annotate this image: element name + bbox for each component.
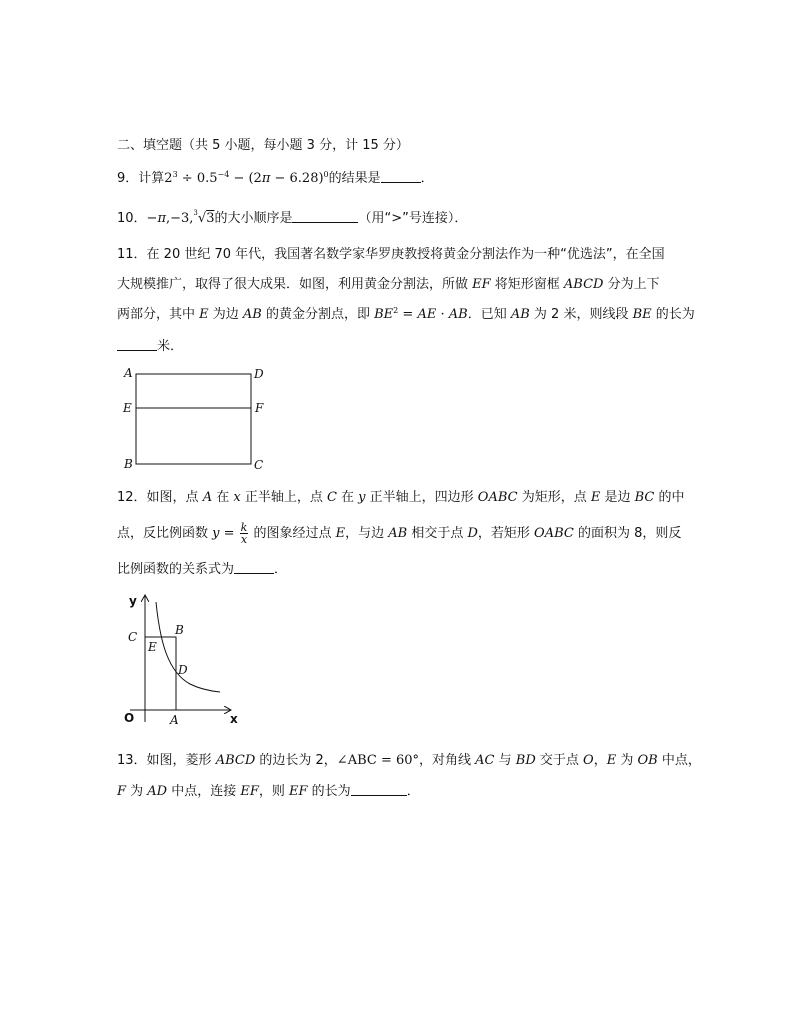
- q12-answer-blank[interactable]: [234, 561, 274, 574]
- q13-l1c: ，对角线: [419, 753, 476, 768]
- q11-line3c: 的黄金分割点，即: [261, 307, 375, 322]
- q12-number: 12．: [117, 490, 147, 505]
- q13-f: F: [117, 784, 127, 799]
- label-a: A: [170, 713, 179, 727]
- q11-line1: 在 20 世纪 70 年代，我国著名数学家华罗庚教授将黄金分割法作为一种“优选法”，在全国: [146, 247, 665, 262]
- label-d: D: [254, 367, 264, 381]
- question-11-line-4: [117, 338, 183, 356]
- label-b: B: [124, 457, 133, 471]
- q13-l1h: 中点，: [657, 753, 701, 768]
- q12-l3-end: ．: [274, 562, 288, 577]
- q12-l1b: 在: [212, 490, 234, 505]
- q12-c: C: [326, 490, 337, 505]
- q13-l1g: 为: [616, 753, 638, 768]
- q12-e: E: [590, 490, 601, 505]
- q13-l2d: 的长为: [307, 784, 351, 799]
- q9-suffix: 的结果是: [328, 171, 381, 186]
- label-f: F: [255, 401, 264, 415]
- q9-expr-a: 2: [164, 171, 173, 186]
- q13-l2b: 中点，连接: [167, 784, 241, 799]
- q12-frac-num: k: [240, 521, 248, 534]
- q13-l1d: 与: [494, 753, 516, 768]
- q11-e: E: [199, 307, 209, 322]
- q11-line2c: 分为上下: [603, 277, 660, 292]
- q9-expr-b: ÷ 0.5: [177, 171, 218, 186]
- q12-frac-den: x: [240, 533, 248, 546]
- question-11-line-1: [117, 246, 665, 264]
- label-c: C: [254, 458, 264, 472]
- q11-ab3: AB: [510, 307, 530, 322]
- q9-end: ．: [420, 171, 434, 186]
- q11-number: 11．: [117, 247, 147, 262]
- q12-l1e: 正半轴上，四边形: [365, 490, 478, 505]
- q11-dot: ·: [436, 307, 449, 322]
- q11-be: BE: [374, 307, 394, 322]
- q13-abcd: ABCD: [215, 753, 256, 768]
- q12-ab: AB: [388, 526, 408, 541]
- q13-l2c: ，则: [258, 784, 290, 799]
- q12-fn-y: y: [212, 526, 220, 541]
- q13-number: 13．: [117, 753, 147, 768]
- q11-line3a: 两部分，其中: [117, 307, 200, 322]
- q12-l2c: ，与边: [345, 526, 389, 541]
- q9-number: 9．: [117, 171, 139, 186]
- q13-ef: EF: [240, 784, 259, 799]
- q12-l2b: 的图象经过点: [249, 526, 336, 541]
- q12-a: A: [202, 490, 213, 505]
- q11-abcd: ABCD: [563, 277, 604, 292]
- q12-l1d: 在: [336, 490, 359, 505]
- q13-ob: OB: [637, 753, 658, 768]
- label-b: B: [175, 623, 184, 637]
- q12-l2d: 相交于点: [407, 526, 468, 541]
- q13-answer-blank[interactable]: [351, 783, 407, 796]
- section-title: 二、填空题（共 5 小题，每小题 3 分，计 15 分）: [117, 138, 409, 153]
- question-12-line-1: [117, 489, 685, 507]
- question-10: [117, 210, 467, 228]
- q10-answer-blank[interactable]: [292, 210, 358, 223]
- label-x-axis: x: [230, 712, 238, 726]
- q11-eq: =: [398, 307, 418, 322]
- question-11-line-3: [117, 306, 695, 324]
- q10-text: 的大小顺序是: [214, 211, 293, 226]
- question-12-line-3: [117, 561, 287, 579]
- q9-pi: π: [261, 171, 271, 186]
- q9-expr-b-exp: −4: [217, 170, 230, 179]
- q11-ae: AE: [417, 307, 437, 322]
- q10-note: （用“>”号连接）．: [358, 211, 468, 226]
- q10-cube-index: 3: [193, 209, 198, 217]
- q10-neg-pi: −π: [146, 211, 166, 226]
- q11-be2: BE: [632, 307, 652, 322]
- q11-rectangle-figure: [118, 364, 278, 474]
- q11-line3e: 为 2 米，则线段: [529, 307, 633, 322]
- q9-prefix: 计算: [138, 171, 165, 186]
- q9-expr-d: − 6.28): [270, 171, 324, 186]
- q9-answer-blank[interactable]: [381, 170, 421, 183]
- q11-ab2: AB: [448, 307, 468, 322]
- q11-ab: AB: [242, 307, 262, 322]
- q13-o: O: [583, 753, 594, 768]
- question-13-line-1: [117, 752, 701, 770]
- q11-be-square: 2: [393, 306, 399, 315]
- q12-oabc2: OABC: [534, 526, 574, 541]
- q11-answer-blank[interactable]: [117, 338, 157, 351]
- question-9: [117, 170, 434, 188]
- q12-fn-eq: =: [219, 526, 239, 541]
- q12-l1g: 是边: [600, 490, 635, 505]
- q11-line2a: 大规模推广，取得了很大成果．如图，利用黄金分割法，所做: [117, 277, 473, 292]
- q12-l2a: 点，反比例函数: [117, 526, 213, 541]
- q12-oabc: OABC: [477, 490, 518, 505]
- label-d: D: [178, 663, 188, 677]
- q10-radicand: 3: [206, 211, 215, 226]
- q13-l1f: ，: [593, 753, 607, 768]
- rect-abcd: [136, 374, 251, 464]
- q12-fraction-k-over-x: [240, 522, 249, 545]
- question-12-line-2: [117, 522, 681, 545]
- q12-l1f: 为矩形，点: [517, 490, 591, 505]
- q13-bd: BD: [515, 753, 536, 768]
- q13-l1e: 交于点: [535, 753, 584, 768]
- q13-ac: AC: [475, 753, 495, 768]
- q12-l3: 比例函数的关系式为: [117, 562, 235, 577]
- q11-line3f: 的长为: [651, 307, 695, 322]
- label-a: A: [124, 366, 133, 380]
- q12-e2: E: [335, 526, 346, 541]
- q12-y: y: [358, 490, 366, 505]
- q9-expr-a-exp: 3: [172, 170, 178, 179]
- q13-ad: AD: [147, 784, 168, 799]
- q12-l2e: ，若矩形: [477, 526, 535, 541]
- q13-l1b: 的边长为 2，: [255, 753, 337, 768]
- hyperbola-curve: [156, 602, 220, 692]
- label-o: O: [124, 711, 135, 725]
- q13-e: E: [606, 753, 617, 768]
- q10-number: 10．: [117, 211, 147, 226]
- q12-l1h: 的中: [654, 490, 685, 505]
- label-y-axis: y: [129, 594, 137, 608]
- q13-l2a: 为: [126, 784, 148, 799]
- q12-x: x: [233, 490, 241, 505]
- q12-coordinate-figure: [120, 590, 255, 730]
- q9-expr-c: − (2: [229, 171, 262, 186]
- q12-bc: BC: [634, 490, 655, 505]
- q9-expr-d-exp: 0: [323, 170, 329, 179]
- question-13-line-2: [117, 783, 420, 801]
- q13-angle: ∠ABC = 60°: [336, 753, 420, 768]
- label-c: C: [128, 630, 138, 644]
- q11-line3d: ．已知: [467, 307, 511, 322]
- q13-l1a: 如图，菱形: [146, 753, 216, 768]
- label-e: E: [148, 640, 157, 654]
- q12-l1a: 如图，点: [146, 490, 203, 505]
- q13-l2-end: ．: [406, 784, 420, 799]
- q13-ef2: EF: [289, 784, 308, 799]
- q11-line3b: 为边: [208, 307, 243, 322]
- q10-comma: ,−3,: [165, 211, 194, 226]
- q12-l1c: 正半轴上，点: [240, 490, 327, 505]
- q11-ef: EF: [472, 277, 491, 292]
- question-11-line-2: [117, 276, 660, 294]
- q11-line4: 米．: [157, 339, 184, 354]
- label-e: E: [123, 401, 132, 415]
- q10-radical: √: [197, 211, 207, 226]
- q12-d: D: [467, 526, 478, 541]
- q11-line2b: 将矩形窗框: [490, 277, 564, 292]
- q12-l2f: 的面积为 8，则反: [573, 526, 682, 541]
